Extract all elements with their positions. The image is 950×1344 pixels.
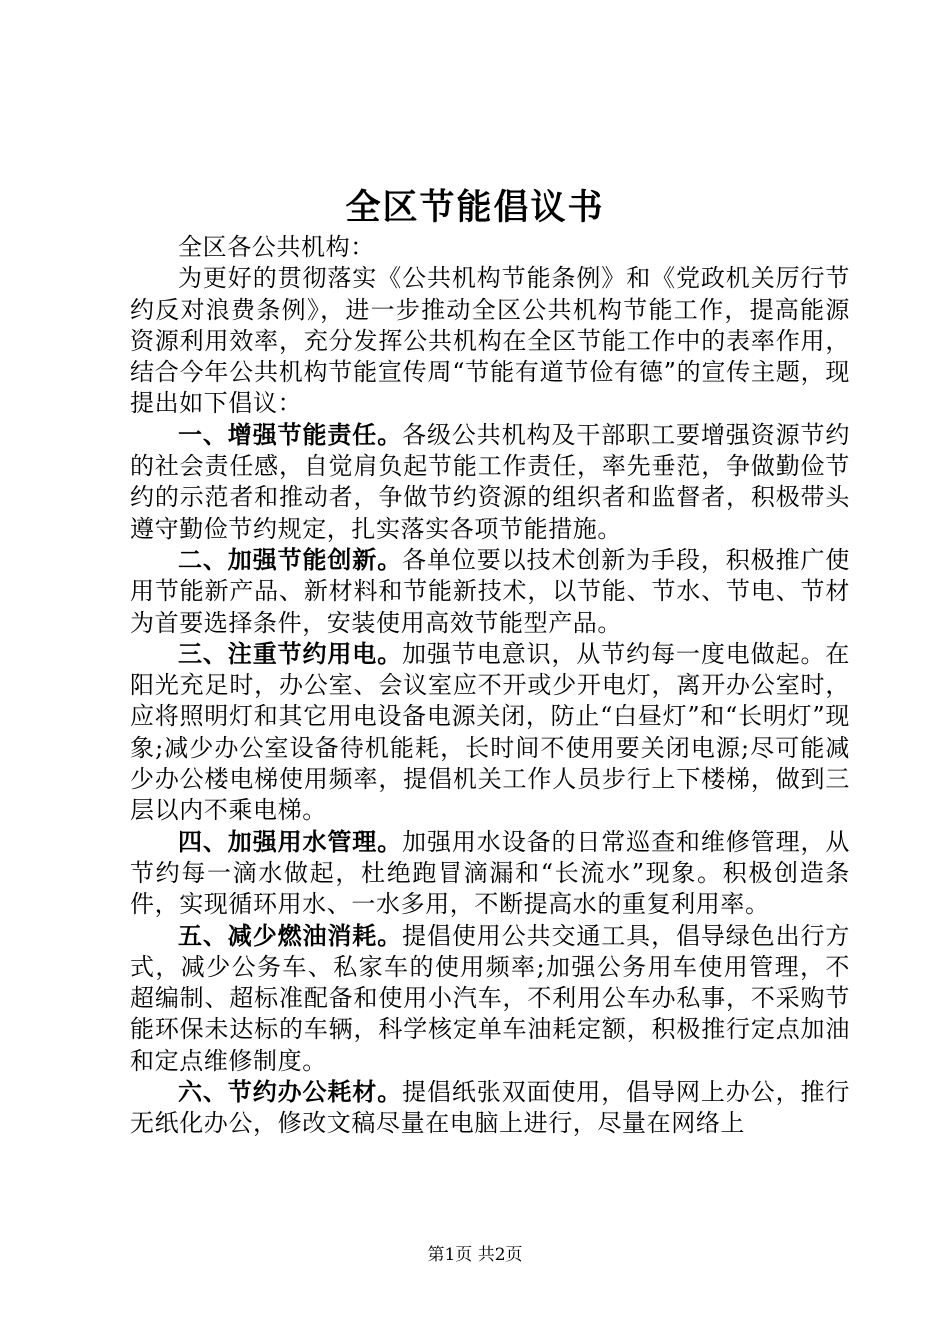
section-heading-3: 三、注重节约用电。 — [178, 639, 403, 668]
document-title: 全区节能倡议书 — [345, 188, 605, 228]
section-heading-4: 四、加强用水管理。 — [178, 827, 403, 856]
section-heading-6: 六、节约办公耗材。 — [178, 1078, 403, 1107]
section-paragraph-3 — [130, 639, 850, 827]
salutation — [130, 232, 850, 263]
section-paragraph-2 — [130, 545, 850, 639]
section-text-2: 各单位要以技术创新为手段，积极推广使用节能新产品、新材料和节能新技术，以节能、节水、节电、节材为首要选择条件，安装使用高效节能型产品。 — [130, 545, 850, 637]
section-paragraph-5 — [130, 921, 850, 1077]
section-text-5: 提倡使用公共交通工具，倡导绿色出行方式，减少公务车、私家车的使用频率;加强公务用车使用管理，不超编制、超标准配备和使用小汽车，不利用公车办私事，不采购节能环保未达标的车辆，科学核定单车油耗定额，积极推行定点加油和定点维修制度。 — [130, 921, 850, 1075]
section-heading-5: 五、减少燃油消耗。 — [178, 921, 403, 950]
section-text-4: 加强用水设备的日常巡查和维修管理，从节约每一滴水做起，杜绝跑冒滴漏和“长流水”现象。积极创造条件，实现循环用水、一水多用，不断提高水的重复利用率。 — [130, 827, 850, 919]
section-paragraph-1 — [130, 420, 850, 545]
section-paragraph-6 — [130, 1077, 850, 1140]
section-text-6: 提倡纸张双面使用，倡导网上办公，推行无纸化办公，修改文稿尽量在电脑上进行，尽量在网络上 — [130, 1078, 850, 1138]
section-paragraph-4 — [130, 827, 850, 921]
section-text-1: 各级公共机构及干部职工要增强资源节约的社会责任感，自觉肩负起节能工作责任，率先垂范，争做勤俭节约的示范者和推动者，争做节约资源的组织者和监督者，积极带头遵守勤俭节约规定，扎实落实各项节能措施。 — [130, 420, 850, 543]
intro-paragraph: 为更好的贯彻落实《公共机构节能条例》和《党政机关厉行节约反对浪费条例》，进一步推动全区公共机构节能工作，提高能源资源利用效率，充分发挥公共机构在全区节能工作中的表率作用，结合今年公共机构节能宣传周“节能有道节俭有德”的宣传主题，现提出如下倡议： — [130, 264, 850, 418]
section-heading-1: 一、增强节能责任。 — [178, 420, 403, 449]
salutation-text: 全区各公共机构： — [178, 233, 375, 261]
section-heading-2: 二、加强节能创新。 — [178, 545, 403, 574]
section-text-3: 加强节电意识，从节约每一度电做起。在阳光充足时，办公室、会议室应不开或少开电灯，离开办公室时，应将照明灯和其它用电设备电源关闭，防止“白昼灯”和“长明灯”现象;减少办公室设备待机能耗，长时间不使用要关闭电源;尽可能减少办公楼电梯使用频率，提倡机关工作人员步行上下楼梯，做到三层以内不乘电梯。 — [130, 639, 850, 825]
document-body — [130, 232, 850, 1140]
page-footer: 第1页 共2页 — [427, 1245, 523, 1265]
